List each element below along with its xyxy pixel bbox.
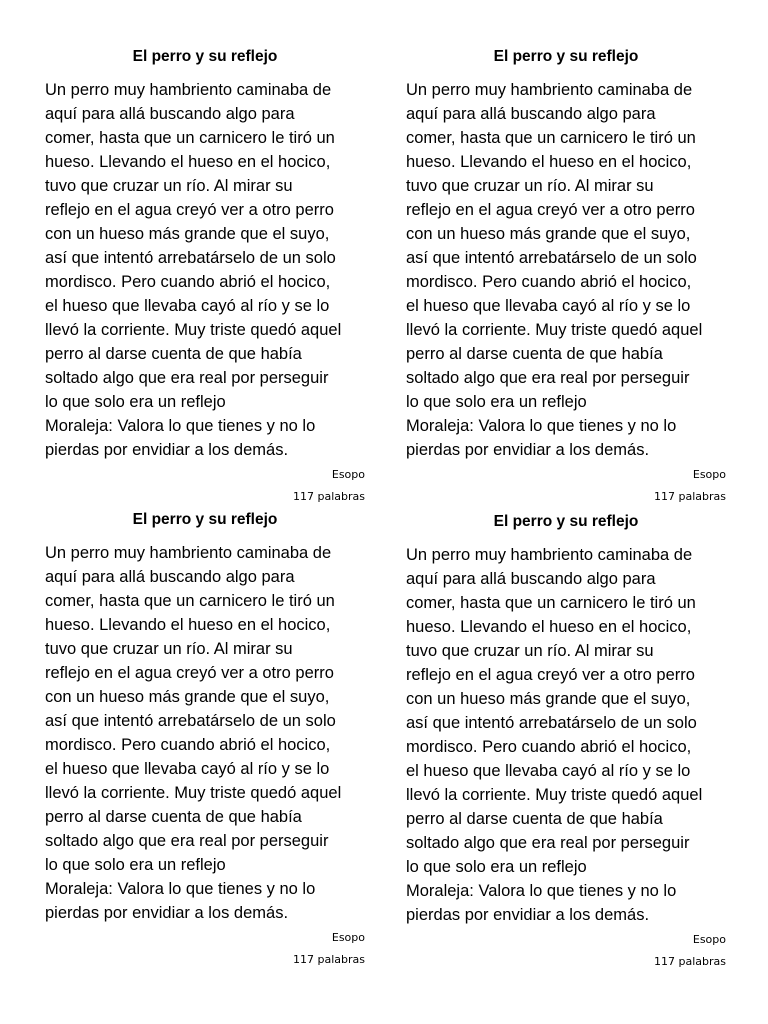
story-line: con un hueso más grande que el suyo, bbox=[406, 690, 691, 708]
story-line: con un hueso más grande que el suyo, bbox=[406, 225, 691, 243]
story-line: así que intentó arrebatárselo de un solo bbox=[406, 249, 697, 267]
story-title: El perro y su reflejo bbox=[493, 48, 639, 65]
story-line: el hueso que llevaba cayó al río y se lo bbox=[406, 297, 691, 315]
word-count: 117 palabras bbox=[654, 490, 726, 503]
story-line: Un perro muy hambriento caminaba de bbox=[406, 81, 693, 99]
moral-line: pierdas por envidiar a los demás. bbox=[406, 441, 650, 459]
story-card-4 bbox=[406, 512, 726, 971]
author: Esopo bbox=[692, 933, 726, 946]
story-line: así que intentó arrebatárselo de un solo bbox=[45, 249, 336, 267]
story-line: hueso. Llevando el hueso en el hocico, bbox=[45, 616, 331, 634]
story-line: mordisco. Pero cuando abrió el hocico, bbox=[45, 736, 331, 754]
story-line: así que intentó arrebatárselo de un solo bbox=[406, 714, 697, 732]
story-line: llevó la corriente. Muy triste quedó aquel bbox=[45, 321, 342, 339]
story-line: perro al darse cuenta de que había bbox=[406, 810, 663, 828]
moral-line: Moraleja: Valora lo que tienes y no lo bbox=[406, 417, 677, 435]
story-line: llevó la corriente. Muy triste quedó aquel bbox=[406, 786, 703, 804]
story-line: llevó la corriente. Muy triste quedó aquel bbox=[45, 784, 342, 802]
story-card-3 bbox=[45, 510, 365, 969]
story-line: tuvo que cruzar un río. Al mirar su bbox=[406, 177, 654, 195]
story-line: lo que solo era un reflejo bbox=[45, 393, 226, 411]
story-line: mordisco. Pero cuando abrió el hocico, bbox=[406, 273, 692, 291]
story-line: Un perro muy hambriento caminaba de bbox=[45, 544, 332, 562]
story-line: perro al darse cuenta de que había bbox=[45, 808, 302, 826]
story-line: soltado algo que era real por perseguir bbox=[406, 369, 690, 387]
story-line: hueso. Llevando el hueso en el hocico, bbox=[406, 153, 692, 171]
story-line: comer, hasta que un carnicero le tiró un bbox=[406, 129, 696, 147]
author: Esopo bbox=[331, 931, 365, 944]
story-line: aquí para allá buscando algo para bbox=[406, 105, 656, 123]
story-line: lo que solo era un reflejo bbox=[406, 393, 587, 411]
author: Esopo bbox=[331, 468, 365, 481]
story-line: mordisco. Pero cuando abrió el hocico, bbox=[45, 273, 331, 291]
story-line: soltado algo que era real por perseguir bbox=[45, 369, 329, 387]
author: Esopo bbox=[692, 468, 726, 481]
moral-line: Moraleja: Valora lo que tienes y no lo bbox=[45, 880, 316, 898]
story-line: perro al darse cuenta de que había bbox=[45, 345, 302, 363]
word-count: 117 palabras bbox=[293, 953, 365, 966]
story-line: soltado algo que era real por perseguir bbox=[406, 834, 690, 852]
story-line: reflejo en el agua creyó ver a otro perro bbox=[406, 201, 695, 219]
story-title: El perro y su reflejo bbox=[132, 511, 278, 528]
story-line: así que intentó arrebatárselo de un solo bbox=[45, 712, 336, 730]
story-line: el hueso que llevaba cayó al río y se lo bbox=[406, 762, 691, 780]
story-line: con un hueso más grande que el suyo, bbox=[45, 688, 330, 706]
story-line: tuvo que cruzar un río. Al mirar su bbox=[406, 642, 654, 660]
story-line: llevó la corriente. Muy triste quedó aquel bbox=[406, 321, 703, 339]
story-line: lo que solo era un reflejo bbox=[45, 856, 226, 874]
moral-line: Moraleja: Valora lo que tienes y no lo bbox=[45, 417, 316, 435]
story-card-1 bbox=[45, 47, 365, 506]
story-line: aquí para allá buscando algo para bbox=[45, 568, 295, 586]
moral-line: pierdas por envidiar a los demás. bbox=[406, 906, 650, 924]
story-line: reflejo en el agua creyó ver a otro perro bbox=[45, 664, 334, 682]
story-line: Un perro muy hambriento caminaba de bbox=[45, 81, 332, 99]
story-line: el hueso que llevaba cayó al río y se lo bbox=[45, 760, 330, 778]
story-card-2 bbox=[406, 47, 726, 506]
story-line: Un perro muy hambriento caminaba de bbox=[406, 546, 693, 564]
story-line: perro al darse cuenta de que había bbox=[406, 345, 663, 363]
moral-line: pierdas por envidiar a los demás. bbox=[45, 904, 289, 922]
story-line: aquí para allá buscando algo para bbox=[406, 570, 656, 588]
story-line: con un hueso más grande que el suyo, bbox=[45, 225, 330, 243]
moral-line: Moraleja: Valora lo que tienes y no lo bbox=[406, 882, 677, 900]
story-title: El perro y su reflejo bbox=[132, 48, 278, 65]
story-line: comer, hasta que un carnicero le tiró un bbox=[45, 592, 335, 610]
story-body bbox=[406, 78, 726, 462]
story-title: El perro y su reflejo bbox=[493, 513, 639, 530]
story-line: comer, hasta que un carnicero le tiró un bbox=[45, 129, 335, 147]
story-line: tuvo que cruzar un río. Al mirar su bbox=[45, 640, 293, 658]
story-line: hueso. Llevando el hueso en el hocico, bbox=[406, 618, 692, 636]
story-body bbox=[45, 541, 365, 925]
word-count: 117 palabras bbox=[654, 955, 726, 968]
story-body bbox=[406, 543, 726, 927]
story-line: mordisco. Pero cuando abrió el hocico, bbox=[406, 738, 692, 756]
story-body bbox=[45, 78, 365, 462]
story-line: reflejo en el agua creyó ver a otro perro bbox=[45, 201, 334, 219]
story-line: reflejo en el agua creyó ver a otro perro bbox=[406, 666, 695, 684]
story-line: tuvo que cruzar un río. Al mirar su bbox=[45, 177, 293, 195]
story-line: hueso. Llevando el hueso en el hocico, bbox=[45, 153, 331, 171]
moral-line: pierdas por envidiar a los demás. bbox=[45, 441, 289, 459]
story-line: aquí para allá buscando algo para bbox=[45, 105, 295, 123]
story-line: lo que solo era un reflejo bbox=[406, 858, 587, 876]
word-count: 117 palabras bbox=[293, 490, 365, 503]
story-line: soltado algo que era real por perseguir bbox=[45, 832, 329, 850]
story-line: comer, hasta que un carnicero le tiró un bbox=[406, 594, 696, 612]
story-line: el hueso que llevaba cayó al río y se lo bbox=[45, 297, 330, 315]
